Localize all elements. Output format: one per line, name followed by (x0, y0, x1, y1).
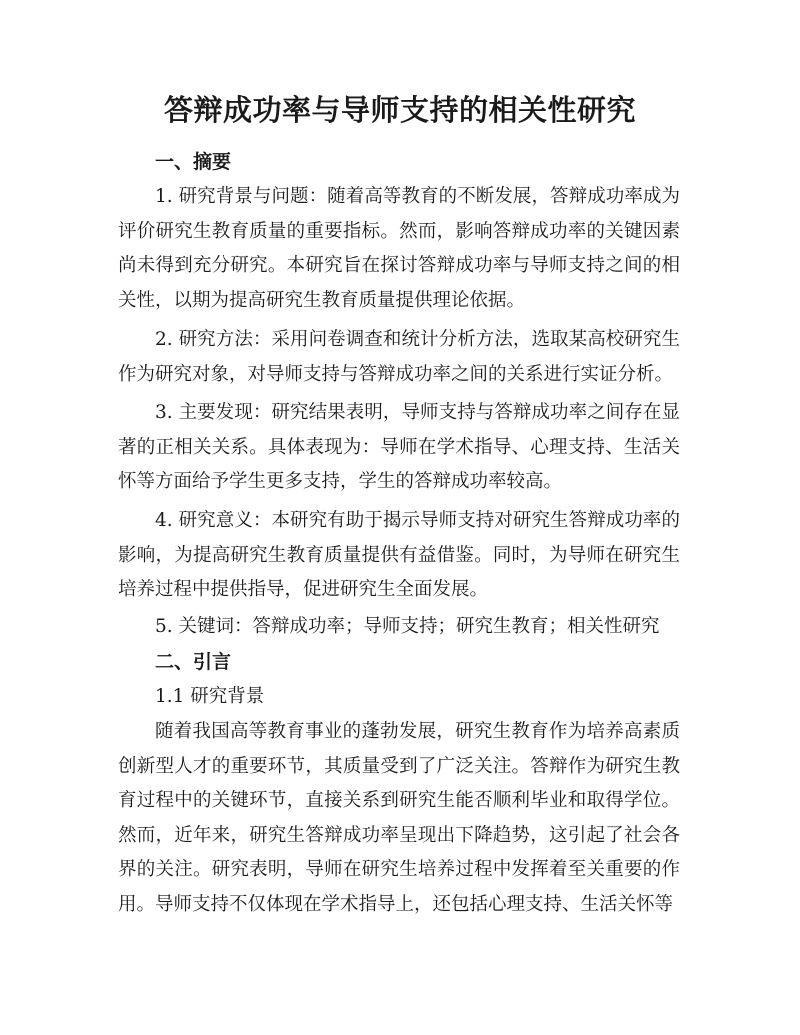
abstract-item-2: 2. 研究方法：采用问卷调查和统计分析方法，选取某高校研究生作为研究对象，对导师支持与答辩成功率之间的关系进行实证分析。 (118, 329, 680, 385)
introduction-paragraph: 随着我国高等教育事业的蓬勃发展，研究生教育作为培养高素质创新型人才的重要环节，其质量受到了广泛关注。答辩作为研究生教育过程中的关键环节，直接关系到研究生能否顺利毕业和取得学位。然而，近年来，研究生答辩成功率呈现出下降趋势，这引起了社会各界的关注。研究表明，导师在研究生培养过程中发挥着至关重要的作用。导师支持不仅体现在学术指导上，还包括心理支持、生活关怀等 (118, 721, 680, 915)
section-heading-abstract: 一、摘要 (155, 151, 232, 173)
abstract-item-1: 1. 研究背景与问题：随着高等教育的不断发展，答辩成功率成为评价研究生教育质量的重要指标。然而，影响答辩成功率的关键因素尚未得到充分研究。本研究旨在探讨答辩成功率与导师支持之间的相关性，以期为提高研究生教育质量提供理论依据。 (118, 186, 680, 311)
abstract-item-4: 4. 研究意义：本研究有助于揭示导师支持对研究生答辩成功率的影响，为提高研究生教育质量提供有益借鉴。同时，为导师在研究生培养过程中提供指导，促进研究生全面发展。 (118, 510, 680, 601)
subsection-heading-background: 1.1 研究背景 (155, 686, 265, 707)
abstract-item-3: 3. 主要发现：研究结果表明，导师支持与答辩成功率之间存在显著的正相关关系。具体表现为：导师在学术指导、心理支持、生活关怀等方面给予学生更多支持，学生的答辩成功率较高。 (118, 402, 680, 493)
section-heading-introduction: 二、引言 (155, 651, 232, 673)
document-title: 答辩成功率与导师支持的相关性研究 (163, 93, 636, 127)
abstract-item-5: 5. 关键词：答辩成功率；导师支持；研究生教育；相关性研究 (155, 616, 660, 637)
